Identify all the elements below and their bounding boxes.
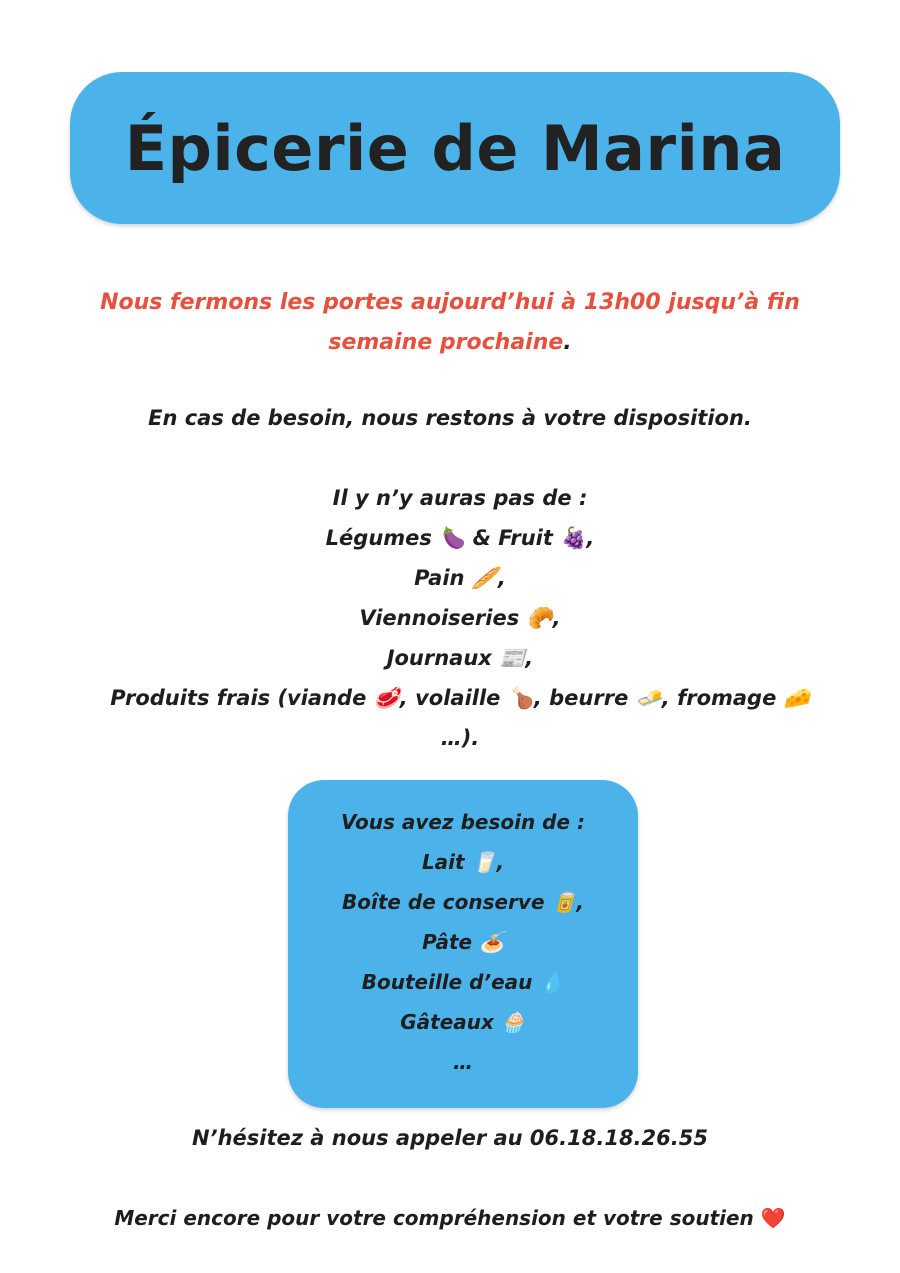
unavailable-item: Produits frais (viande 🥩, volaille 🍗, beurre 🧈, fromage 🧀 [110,686,810,710]
support-text: En cas de besoin, nous restons à votre disposition. [148,406,752,430]
title-banner [70,72,840,224]
unavailable-item: …). [440,726,480,750]
needs-box [288,780,638,1108]
needs-item: Boîte de conserve 🥫, [341,890,584,914]
heart-icon: ❤️ [760,1206,786,1230]
unavailable-item: Pain 🥖, [414,566,506,590]
unavailable-item: Journaux 📰, [386,646,534,670]
closing-notice [60,283,840,363]
needs-item: Bouteille d’eau 💧 [361,970,565,994]
needs-item: Gâteaux 🧁 [400,1010,526,1034]
shop-title: Épicerie de Marina [124,111,786,185]
needs-item: … [453,1050,473,1074]
needs-heading: Vous avez besoin de : [341,810,585,834]
closing-notice-period: . [563,330,572,355]
closing-notice-line-1: Nous fermons les portes aujourd’hui à 13h00 jusqu’à fin [100,290,800,315]
needs-item: Pâte 🍝 [422,930,504,954]
unavailable-item: Légumes 🍆 & Fruit 🍇, [325,526,595,550]
unavailable-item: Viennoiseries 🥐, [359,606,561,630]
phone-text: N’hésitez à nous appeler au 06.18.18.26.55 [192,1126,708,1150]
unavailable-list [40,478,880,758]
needs-item: Lait 🥛, [421,850,505,874]
closing-notice-line-2: semaine prochaine [328,330,564,355]
thanks-text: Merci encore pour votre compréhension et votre soutien [114,1206,754,1230]
thanks-message [40,1200,860,1236]
needs-list [288,802,638,1082]
unavailable-heading: Il y n’y auras pas de : [332,486,588,510]
